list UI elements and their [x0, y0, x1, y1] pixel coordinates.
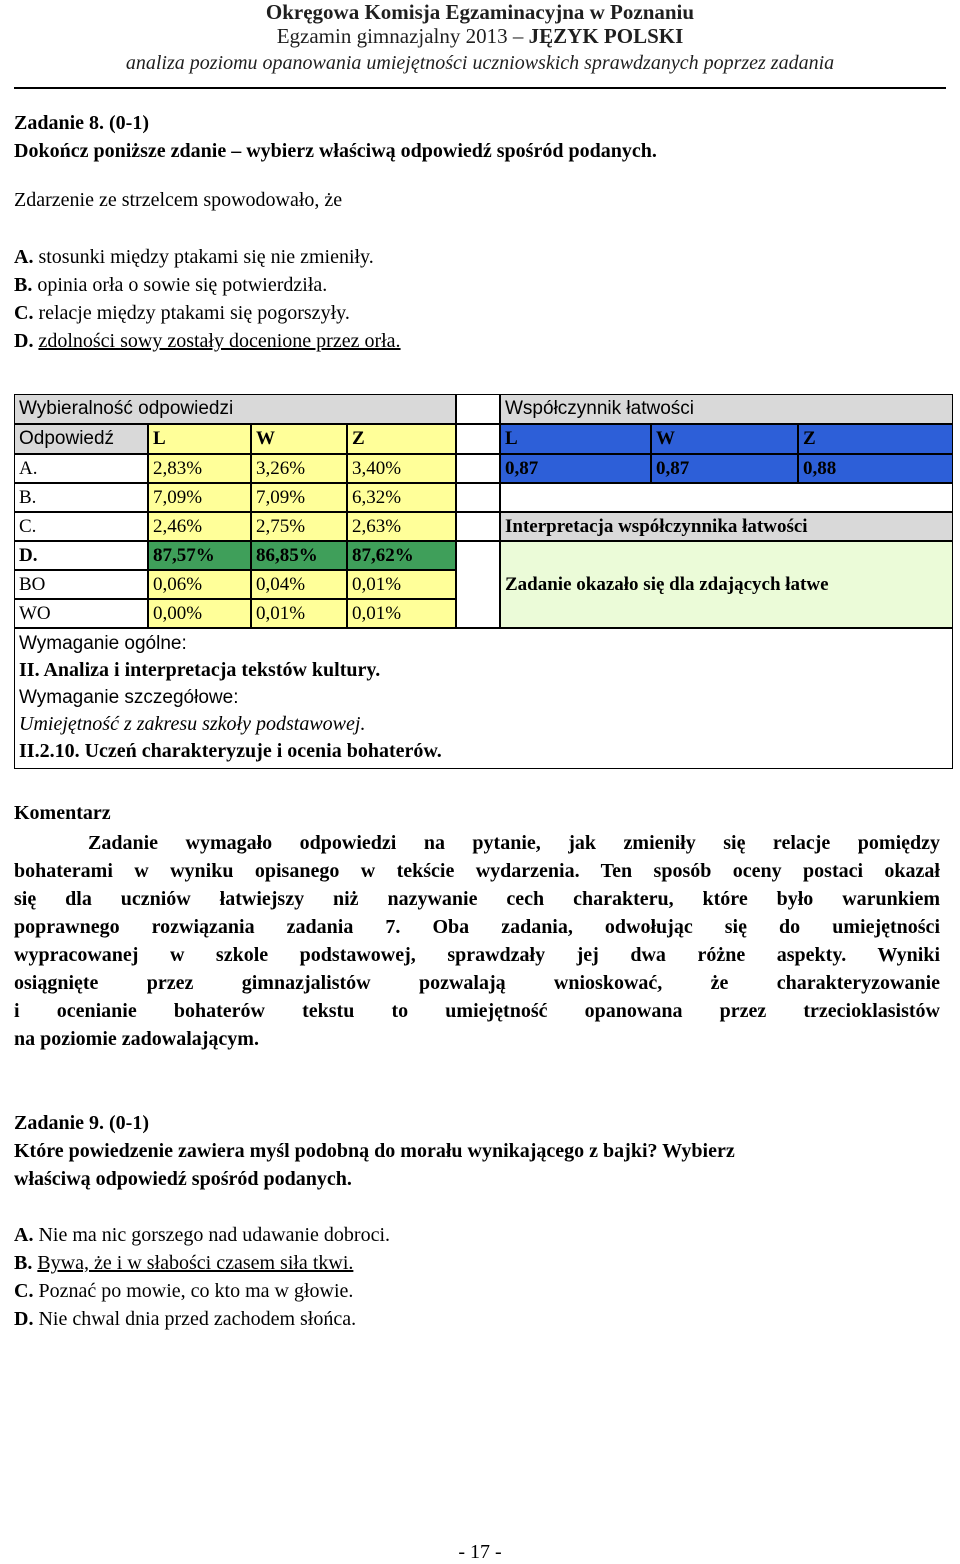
column-header-l: L — [148, 424, 251, 454]
option-letter: D. — [14, 1308, 34, 1330]
task9-question-line1: Które powiedzenie zawiera myśl podobną do morału wynikającego z bajki? Wybierz — [14, 1140, 735, 1162]
value-cell: 7,09% — [251, 483, 347, 512]
task8-option-a — [14, 245, 374, 269]
value-cell: 0,01% — [347, 570, 456, 599]
general-requirement-label: Wymaganie ogólne: — [19, 633, 187, 654]
table-spacer — [456, 512, 500, 541]
commentary-line: na poziomie zadowalającym. — [14, 1028, 259, 1050]
column-header-z: Z — [347, 424, 456, 454]
value-cell: 6,32% — [347, 483, 456, 512]
option-text-correct: Bywa, że i w słabości czasem siła tkwi. — [37, 1252, 354, 1274]
commentary-line: i ocenianie bohaterów tekstu to umiejętność opanowana przez trzecioklasistów — [14, 1000, 940, 1022]
value-cell: 2,46% — [148, 512, 251, 541]
column-header-w: W — [251, 424, 347, 454]
requirements-block — [14, 628, 953, 769]
difficulty-value-w: 0,87 — [651, 454, 798, 483]
task8-instruction: Dokończ poniższe zdanie – wybierz właściwą odpowiedź spośród podanych. — [14, 140, 657, 162]
commentary-line: osiągnięte przez gimnazjalistów pozwalają wnioskować, że charakteryzowanie — [14, 972, 940, 994]
value-cell: 3,26% — [251, 454, 347, 483]
interpretation-title: Interpretacja współczynnika łatwości — [500, 512, 953, 541]
value-cell: 2,75% — [251, 512, 347, 541]
header-institution: Okręgowa Komisja Egzaminacyjna w Poznaniu — [265, 0, 695, 24]
difficulty-value-z: 0,88 — [798, 454, 953, 483]
difficulty-header-w: W — [651, 424, 798, 454]
table-spacer — [456, 483, 500, 512]
option-letter: B. — [14, 274, 33, 296]
value-cell: 0,01% — [251, 599, 347, 628]
difficulty-value-l: 0,87 — [500, 454, 651, 483]
answer-column-header: Odpowiedź — [14, 424, 148, 454]
option-text: Nie chwal dnia przed zachodem słońca. — [38, 1308, 357, 1330]
task9-title: Zadanie 9. (0-1) — [14, 1112, 149, 1134]
difficulty-title: Współczynnik łatwości — [500, 394, 953, 424]
commentary-line: bohaterami w wyniku opisanego w tekście wydarzenia. Ten sposób oceny postaci okazał — [14, 860, 940, 882]
detailed-requirement-text: II.2.10. Uczeń charakteryzuje i ocenia bohaterów. — [19, 740, 442, 762]
difficulty-header-z: Z — [798, 424, 953, 454]
option-text: stosunki między ptakami się nie zmieniły. — [38, 246, 374, 268]
value-cell: 0,06% — [148, 570, 251, 599]
selectivity-title: Wybieralność odpowiedzi — [14, 394, 456, 424]
task9-option-c — [14, 1279, 353, 1303]
general-requirement-text: II. Analiza i interpretacja tekstów kultury. — [19, 659, 381, 681]
value-cell: 3,40% — [347, 454, 456, 483]
option-text: opinia orła o sowie się potwierdziła. — [37, 274, 328, 296]
option-letter: A. — [14, 246, 34, 268]
commentary-line: poprawnego rozwiązania zadania 7. Oba zadania, odwołując się do umiejętności — [14, 916, 940, 938]
option-text: Poznać po mowie, co kto ma w głowie. — [38, 1280, 354, 1302]
task9-option-d — [14, 1307, 356, 1331]
header-divider — [14, 87, 946, 89]
task9-question-line2: właściwą odpowiedź spośród podanych. — [14, 1168, 352, 1190]
option-text-correct: zdolności sowy zostały docenione przez orła. — [38, 330, 401, 352]
value-cell-correct: 87,57% — [148, 541, 251, 570]
commentary-line: Zadanie wymagało odpowiedzi na pytanie, jak zmieniły się relacje pomiędzy — [88, 832, 940, 854]
option-letter: B. — [14, 1252, 33, 1274]
difficulty-header-l: L — [500, 424, 651, 454]
option-letter: D. — [14, 330, 34, 352]
option-letter: C. — [14, 1280, 34, 1302]
value-cell: 0,00% — [148, 599, 251, 628]
statistics-table — [14, 394, 953, 769]
table-spacer — [456, 394, 500, 424]
value-cell: 0,01% — [347, 599, 456, 628]
header-subtitle: analiza poziomu opanowania umiejętności uczniowskich sprawdzanych poprzez zadania — [125, 52, 835, 74]
value-cell: 2,63% — [347, 512, 456, 541]
task9-option-a — [14, 1223, 390, 1247]
task8-option-b — [14, 273, 327, 297]
page-number: - 17 - — [458, 1541, 502, 1563]
value-cell: 0,04% — [251, 570, 347, 599]
task8-option-c — [14, 301, 350, 325]
table-spacer — [456, 424, 500, 454]
row-label-correct: D. — [14, 541, 148, 570]
row-label: A. — [14, 454, 148, 483]
row-label: BO — [14, 570, 148, 599]
header-subject: JĘZYK POLSKI — [528, 24, 684, 48]
commentary-title: Komentarz — [14, 802, 111, 824]
detailed-requirement-label: Wymaganie szczegółowe: — [19, 687, 239, 708]
row-label: B. — [14, 483, 148, 512]
commentary-line: wypracowanej w szkole podstawowej, sprawdzały jej dwa różne aspekty. Wyniki — [14, 944, 940, 966]
value-cell-correct: 86,85% — [251, 541, 347, 570]
detailed-requirement-scope: Umiejętność z zakresu szkoły podstawowej. — [19, 713, 366, 735]
option-text: relacje między ptakami się pogorszyły. — [38, 302, 350, 324]
row-label: WO — [14, 599, 148, 628]
option-text: Nie ma nic gorszego nad udawanie dobroci. — [38, 1224, 390, 1246]
value-cell-correct: 87,62% — [347, 541, 456, 570]
row-label: C. — [14, 512, 148, 541]
commentary-line: się dla uczniów łatwiejszy niż nazywanie cech charakteru, które było warunkiem — [14, 888, 940, 910]
value-cell: 7,09% — [148, 483, 251, 512]
option-letter: C. — [14, 302, 34, 324]
empty-cell — [500, 483, 953, 512]
task8-stem: Zdarzenie ze strzelcem spowodowało, że — [14, 189, 343, 211]
task9-option-b — [14, 1251, 353, 1275]
task8-option-d — [14, 329, 401, 353]
table-spacer — [456, 541, 500, 628]
value-cell: 2,83% — [148, 454, 251, 483]
header-exam-prefix: Egzamin gimnazjalny 2013 – — [276, 24, 524, 48]
header-exam — [0, 24, 960, 49]
table-spacer — [456, 454, 500, 483]
option-letter: A. — [14, 1224, 34, 1246]
task8-title: Zadanie 8. (0-1) — [14, 112, 149, 134]
interpretation-text: Zadanie okazało się dla zdających łatwe — [500, 541, 953, 628]
